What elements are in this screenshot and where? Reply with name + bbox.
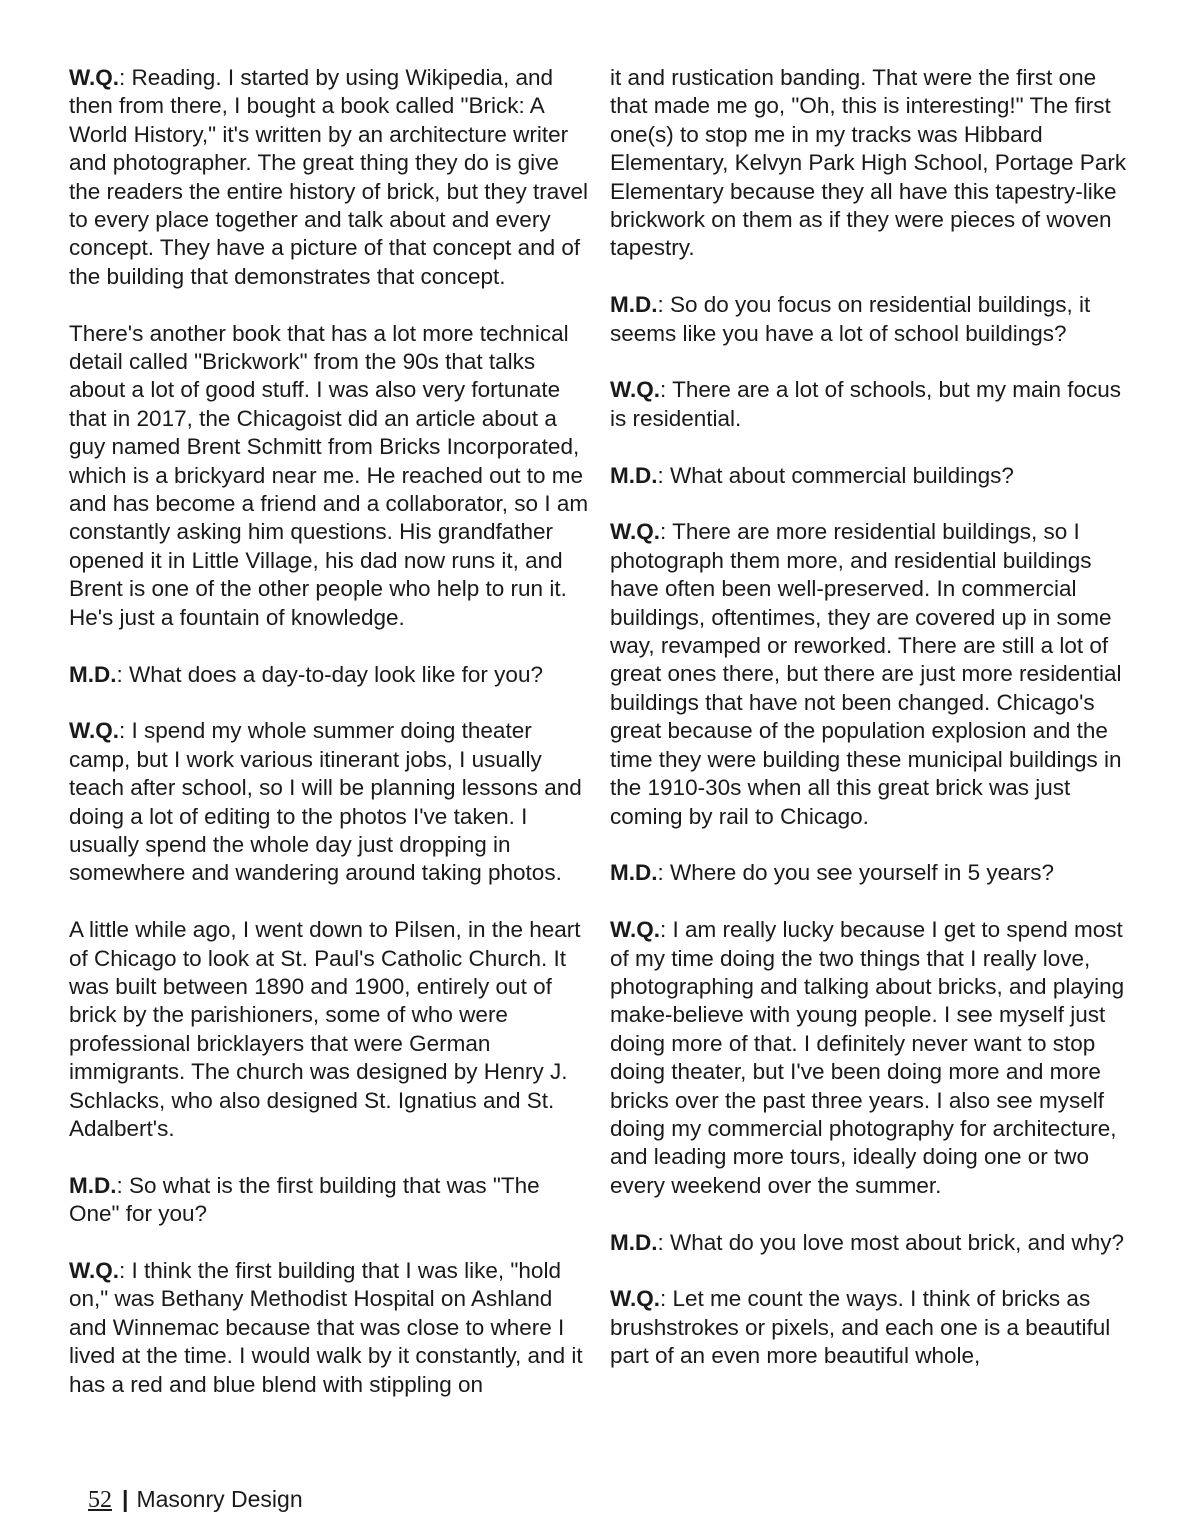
paragraph-text: : I think the first building that I was like, "hold on," was Bethany Methodist Hospital on Ashland and Winnemac because that was close to where I lived at the time. I would walk by it constantly, and it has a red and blue blend with stippling on [69,1257,583,1397]
paragraph-text: : What does a day-to-day look like for you? [116,661,543,687]
paragraph [610,462,1132,490]
paragraph [610,916,1132,1200]
paragraph [610,291,1132,348]
paragraph [610,64,1132,263]
speaker-label: W.Q. [69,1257,119,1283]
speaker-label: M.D. [610,462,658,488]
paragraph-text: : What do you love most about brick, and why? [657,1229,1124,1255]
paragraph [69,1257,589,1399]
speaker-label: M.D. [610,860,658,886]
paragraph-text: : Reading. I started by using Wikipedia, and then from there, I bought a book called "Brick: A World History," it's written by an architecture writer and photographer. The great thing they do is give the readers the entire history of brick, but they travel to every place together and talk about and every concept. They have a picture of that concept and of the building that demonstrates that concept. [69,65,589,289]
paragraph [69,1172,589,1229]
paragraph-text: A little while ago, I went down to Pilsen, in the heart of Chicago to look at St. Paul's Catholic Church. It was built between 1890 and 1900, entirely out of brick by the parishioners, some of who were professional bricklayers that were German immigrants. The church was designed by Henry J. Schlacks, who also designed St. Ignatius and St. Adalbert's. [69,917,581,1141]
page-footer [88,1484,303,1515]
speaker-label: W.Q. [610,1286,660,1312]
paragraph [610,1285,1132,1370]
right-column [610,64,1132,1399]
publication-name: Masonry Design [136,1486,303,1512]
paragraph-text: : I spend my whole summer doing theater camp, but I work various itinerant jobs, I usually teach after school, so I will be planning lessons and doing a lot of editing to the photos I've taken. I usually spend the whole day just dropping in somewhere and wandering around taking photos. [69,718,582,886]
paragraph-text: : What about commercial buildings? [657,462,1014,488]
speaker-label: M.D. [610,1229,658,1255]
paragraph-text: : Where do you see yourself in 5 years? [657,860,1054,886]
paragraph [610,859,1132,887]
speaker-label: W.Q. [69,718,119,744]
speaker-label: M.D. [610,292,658,318]
speaker-label: M.D. [69,1172,117,1198]
paragraph [610,518,1132,830]
left-column [69,64,589,1427]
footer-separator: | [122,1486,129,1512]
page-number: 52 [88,1487,112,1513]
paragraph [610,376,1132,433]
speaker-label: W.Q. [610,519,660,545]
paragraph [69,916,589,1143]
paragraph [69,64,589,291]
speaker-label: W.Q. [610,377,660,403]
paragraph-text: : So what is the first building that was "The One" for you? [69,1172,540,1227]
speaker-label: W.Q. [610,917,660,943]
paragraph-text: : I am really lucky because I get to spend most of my time doing the two things that I really love, photographing and talking about bricks, and playing make-believe with young people. I see myself just doing more of that. I definitely never want to stop doing theater, but I've been doing more and more bricks over the past three years. I also see myself doing my commercial photography for architecture, and leading more tours, ideally doing one or two every weekend over the summer. [610,917,1125,1198]
speaker-label: W.Q. [69,65,119,90]
paragraph [610,1229,1132,1257]
paragraph-text: : So do you focus on residential buildings, it seems like you have a lot of school buildings? [610,292,1091,346]
paragraph-text: There's another book that has a lot more technical detail called "Brickwork" from the 90s that talks about a lot of good stuff. I was also very fortunate that in 2017, the Chicagoist did an article about a guy named Brent Schmitt from Bricks Incorporated, which is a brickyard near me. He reached out to me and has become a friend and a collaborator, so I am constantly asking him questions. His grandfather opened it in Little Village, his dad now runs it, and Brent is one of the other people who help to run it. He's just a fountain of knowledge. [69,320,589,630]
paragraph [69,661,589,689]
paragraph-text: : Let me count the ways. I think of bricks as brushstrokes or pixels, and each one is a beautiful part of an even more beautiful whole, [610,1286,1111,1369]
paragraph-text: it and rustication banding. That were the first one that made me go, "Oh, this is interesting!" The first one(s) to stop me in my tracks was Hibbard Elementary, Kelvyn Park High School, Portage Park Elementary because they all have this tapestry-like brickwork on them as if they were pieces of woven tapestry. [610,65,1127,261]
paragraph-text: : There are more residential buildings, so I photograph them more, and residential buildings have often been well-preserved. In commercial buildings, oftentimes, they are covered up in some way, revamped or reworked. There are still a lot of great ones there, but there are just more residential buildings that have not been changed. Chicago's great because of the population explosion and the time they were building these municipal buildings in the 1910-30s when all this great brick was just coming by rail to Chicago. [610,519,1122,829]
paragraph [69,320,589,632]
speaker-label: M.D. [69,661,117,687]
paragraph [69,717,589,887]
paragraph-text: : There are a lot of schools, but my main focus is residential. [610,377,1122,431]
